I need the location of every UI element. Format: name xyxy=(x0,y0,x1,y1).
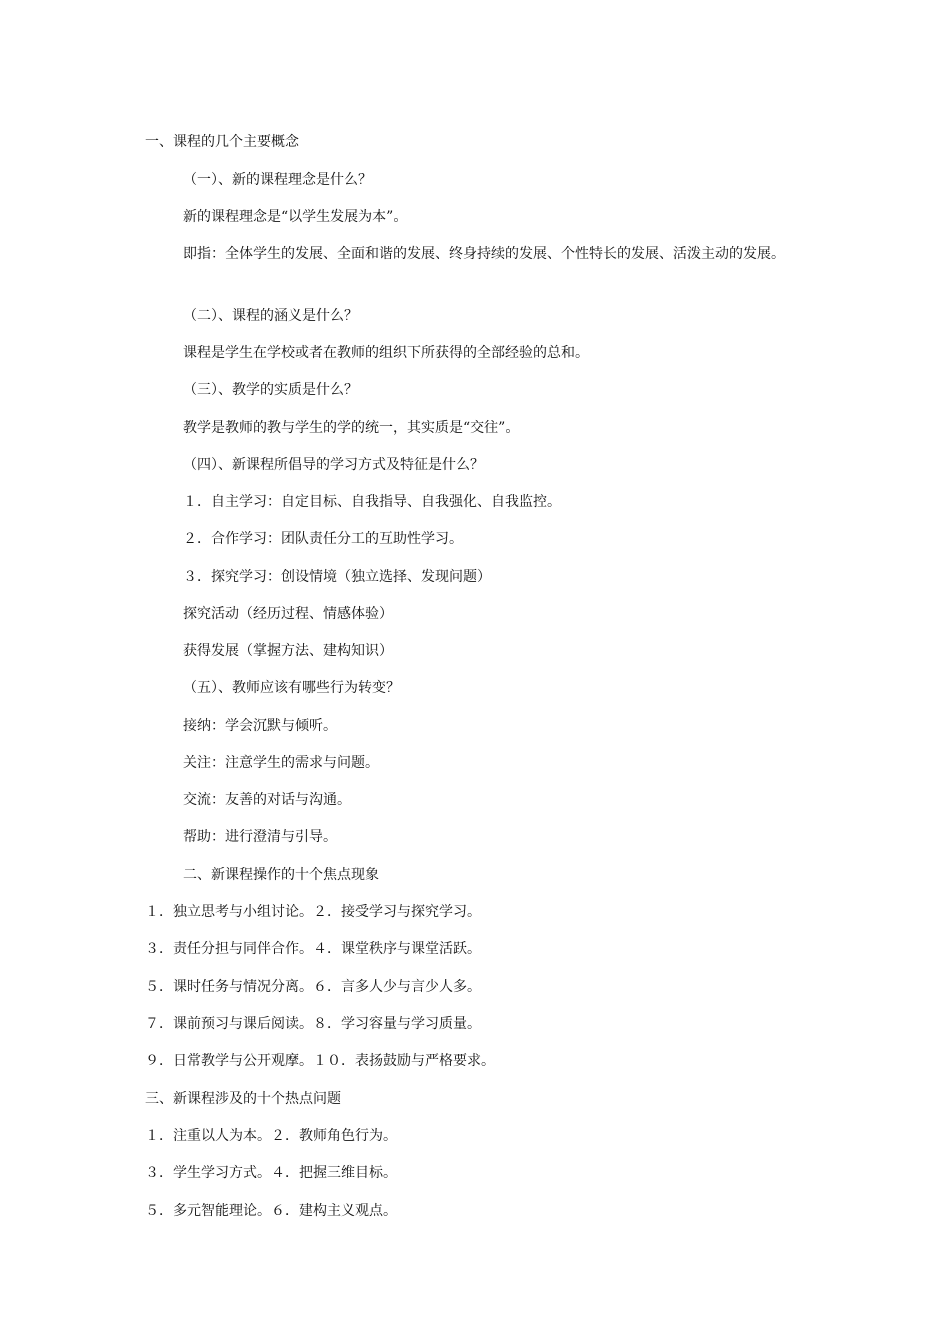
section-heading-1: 一、课程的几个主要概念 xyxy=(145,134,299,150)
list-item: ７．课前预习与课后阅读。８．学习容量与学习质量。 xyxy=(145,1016,481,1032)
question-heading-3: （三）、教学的实质是什么？ xyxy=(183,382,358,398)
list-item: ２．合作学习：团队责任分工的互助性学习。 xyxy=(183,531,463,547)
question-heading-2: （二）、课程的涵义是什么？ xyxy=(183,308,358,324)
list-item: ３．探究学习：创设情境（独立选择、发现问题） xyxy=(183,569,491,585)
list-item: ５．课时任务与情况分离。６．言多人少与言少人多。 xyxy=(145,979,481,995)
paragraph: 探究活动（经历过程、情感体验） xyxy=(183,606,393,622)
paragraph: 交流：友善的对话与沟通。 xyxy=(183,792,351,808)
paragraph: 获得发展（掌握方法、建构知识） xyxy=(183,643,393,659)
question-heading-4: （四）、新课程所倡导的学习方式及特征是什么？ xyxy=(183,457,484,473)
list-item: １．独立思考与小组讨论。２．接受学习与探究学习。 xyxy=(145,904,481,920)
paragraph: 帮助：进行澄清与引导。 xyxy=(183,829,337,845)
paragraph: 关注：注意学生的需求与问题。 xyxy=(183,755,379,771)
list-item: ３．学生学习方式。４．把握三维目标。 xyxy=(145,1165,397,1181)
paragraph: 新的课程理念是“以学生发展为本”。 xyxy=(183,209,408,225)
paragraph: 即指：全体学生的发展、全面和谐的发展、终身持续的发展、个性特长的发展、活泼主动的发展。 xyxy=(183,246,785,262)
list-item: ９．日常教学与公开观摩。１０．表扬鼓励与严格要求。 xyxy=(145,1053,495,1069)
question-heading-1: （一）、新的课程理念是什么？ xyxy=(183,172,372,188)
paragraph: 课程是学生在学校或者在教师的组织下所获得的全部经验的总和。 xyxy=(183,345,589,361)
section-heading-3: 三、新课程涉及的十个热点问题 xyxy=(145,1091,341,1107)
list-item: ５．多元智能理论。６．建构主义观点。 xyxy=(145,1203,397,1219)
paragraph: 接纳：学会沉默与倾听。 xyxy=(183,718,337,734)
list-item: ３．责任分担与同伴合作。４．课堂秩序与课堂活跃。 xyxy=(145,941,481,957)
list-item: １．自主学习：自定目标、自我指导、自我强化、自我监控。 xyxy=(183,494,561,510)
paragraph: 教学是教师的教与学生的学的统一，其实质是“交往”。 xyxy=(183,420,520,436)
list-item: １．注重以人为本。２．教师角色行为。 xyxy=(145,1128,397,1144)
section-heading-2: 二、新课程操作的十个焦点现象 xyxy=(183,867,379,883)
question-heading-5: （五）、教师应该有哪些行为转变？ xyxy=(183,680,400,696)
